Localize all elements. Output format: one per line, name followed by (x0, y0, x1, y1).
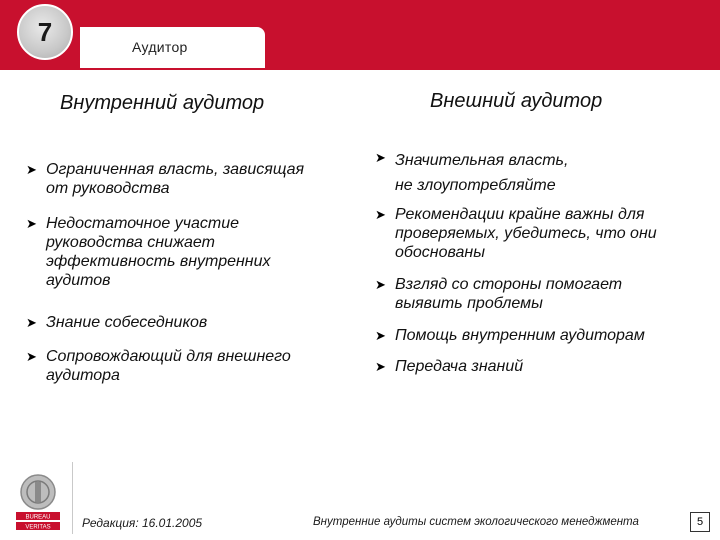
page-number: 5 (690, 512, 710, 532)
list-item-line: не злоупотребляйте (395, 177, 556, 194)
arrowhead-bullet-icon: ➤ (375, 277, 386, 292)
slide-number: 7 (37, 16, 53, 47)
list-item-text (395, 148, 568, 198)
list-item-line: аудитов (46, 272, 111, 289)
list-item-text (46, 313, 207, 332)
list-item-line: аудитора (46, 367, 120, 384)
slide-number-badge (17, 4, 73, 60)
section-title: Аудитор (132, 39, 188, 55)
list-item-line: эффективность внутренних (46, 253, 271, 270)
list-item-text (46, 160, 304, 198)
list-item-text (46, 347, 291, 385)
external-auditor-heading: Внешний аудитор (430, 90, 603, 112)
list-item (375, 357, 523, 376)
list-item (375, 148, 568, 198)
list-item (26, 347, 291, 385)
list-item-text (395, 275, 622, 313)
list-item (26, 214, 271, 290)
list-item (375, 205, 657, 262)
svg-text:VERITAS: VERITAS (25, 524, 51, 531)
list-item-line: проверяемых, убедитесь, что они (395, 225, 657, 242)
list-item-line: Знание собеседников (46, 314, 208, 331)
course-title: Внутренние аудиты систем экологического менеджмента (313, 516, 639, 528)
list-item-line: обоснованы (395, 244, 485, 261)
list-item (375, 326, 645, 345)
list-item-line: Передача знаний (395, 358, 524, 375)
list-item-line: Помощь внутренним аудиторам (395, 327, 645, 344)
arrowhead-bullet-icon: ➤ (375, 207, 386, 222)
arrowhead-bullet-icon: ➤ (375, 150, 386, 165)
arrowhead-bullet-icon: ➤ (26, 349, 37, 364)
list-item-line: Недостаточное участие (46, 215, 240, 232)
arrowhead-bullet-icon: ➤ (26, 216, 37, 231)
svg-text:BUREAU: BUREAU (25, 514, 51, 521)
list-item-text (395, 326, 645, 345)
arrowhead-bullet-icon: ➤ (375, 328, 386, 343)
list-item-text (395, 357, 523, 376)
arrowhead-bullet-icon: ➤ (26, 162, 37, 177)
list-item-line: Значительная власть, (395, 152, 569, 169)
list-item-line: от руководства (46, 180, 170, 197)
list-item-text (46, 214, 271, 290)
list-item-text (395, 205, 657, 262)
section-tab (80, 27, 265, 68)
list-item (375, 275, 622, 313)
list-item-line: Сопровождающий для внешнего (46, 348, 291, 365)
footer-divider (72, 462, 73, 534)
list-item (26, 313, 207, 332)
list-item-line: Взгляд со стороны помогает (395, 276, 623, 293)
list-item-line: выявить проблемы (395, 295, 543, 312)
list-item (26, 160, 304, 198)
edition-date: Редакция: 16.01.2005 (82, 516, 203, 530)
bureau-veritas-logo (14, 470, 62, 532)
list-item-line: руководства снижает (46, 234, 215, 251)
list-item-line: Ограниченная власть, зависящая (46, 161, 305, 178)
arrowhead-bullet-icon: ➤ (26, 315, 37, 330)
list-item-line: Рекомендации крайне важны для (395, 206, 645, 223)
internal-auditor-heading: Внутренний аудитор (60, 92, 265, 114)
arrowhead-bullet-icon: ➤ (375, 359, 386, 374)
